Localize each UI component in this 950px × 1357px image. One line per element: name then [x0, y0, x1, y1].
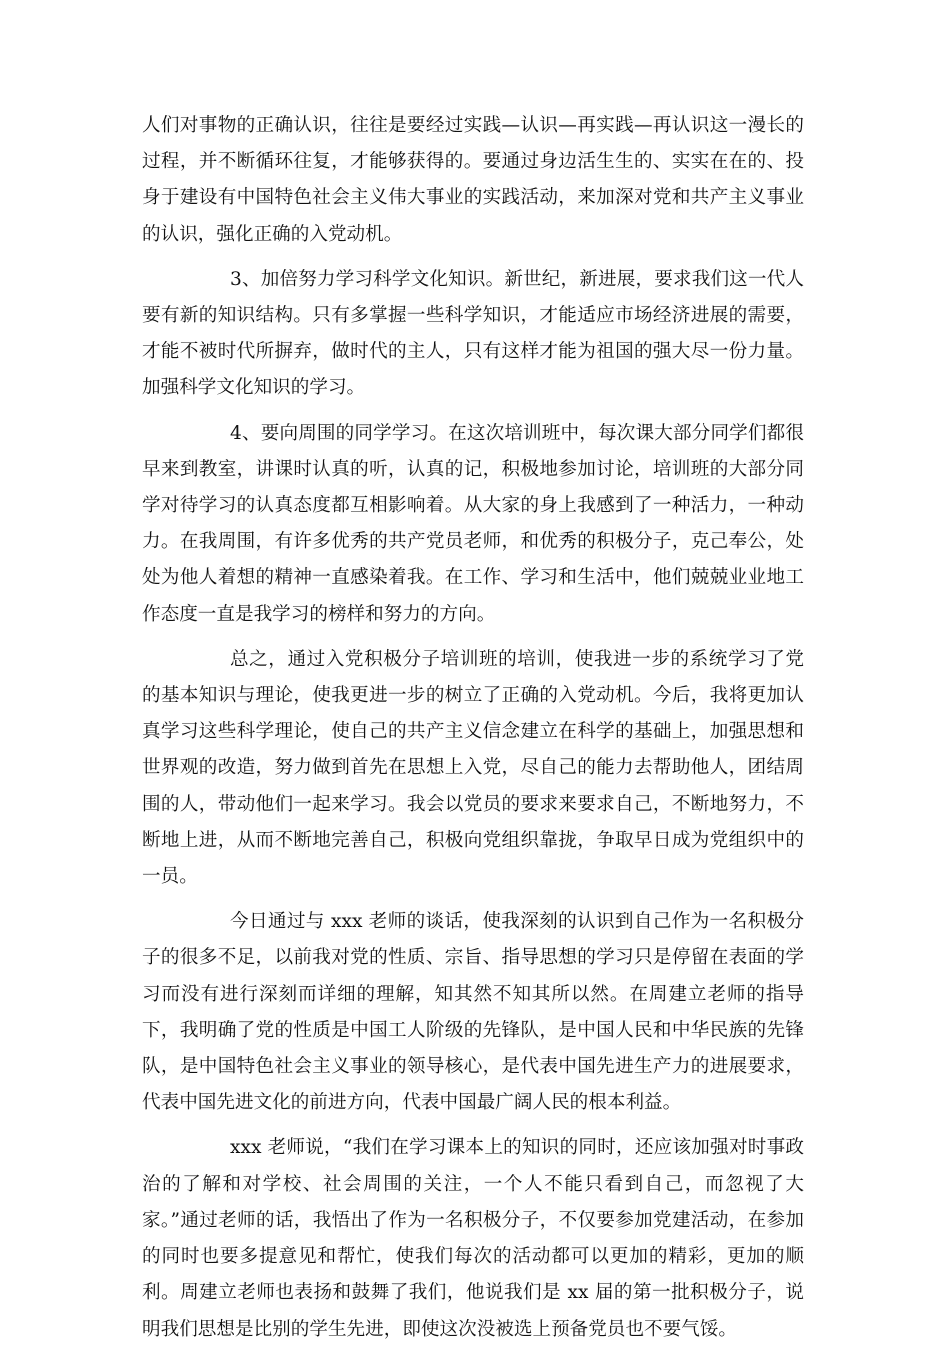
paragraph-4: 总之，通过入党积极分子培训班的培训，使我进一步的系统学习了党的基本知识与理论，使我更进一步的树立了正确的入党动机。今后，我将更加认真学习这些科学理论，使自己的共产主义信念建立在科学的基础上，加强思想和世界观的改造，努力做到首先在思想上入党，尽自己的能力去帮助他人，团结周围的人，带动他们一起来学习。我会以党员的要求来要求自己，不断地努力，不断地上进，从而不断地完善自己，积极向党组织靠拢，争取早日成为党组织中的一员。	[142, 648, 804, 888]
paragraph-1: 人们对事物的正确认识，往往是要经过实践—认识—再实践—再认识这一漫长的过程，并不断循环往复，才能够获得的。要通过身边活生生的、实实在在的、投身于建设有中国特色社会主义伟大事业的实践活动，来加深对党和共产主义事业的认识，强化正确的入党动机。	[142, 115, 804, 245]
paragraph-5: 今日通过与 xxx 老师的谈话，使我深刻的认识到自己作为一名积极分子的很多不足，以前我对党的性质、宗旨、指导思想的学习只是停留在表面的学习而没有进行深刻而详细的理解，知其然不知其所以然。在周建立老师的指导下，我明确了党的性质是中国工人阶级的先锋队，是中国人民和中华民族的先锋队，是中国特色社会主义事业的领导核心，是代表中国先进生产力的进展要求，代表中国先进文化的前进方向，代表中国最广阔人民的根本利益。	[142, 911, 804, 1114]
paragraph-6: xxx 老师说，“我们在学习课本上的知识的同时，还应该加强对时事政治的了解和对学校、社会周围的关注，一个人不能只看到自己，而忽视了大家。”通过老师的话，我悟出了作为一名积极分子，不仅要参加党建活动，在参加的同时也要多提意见和帮忙，使我们每次的活动都可以更加的精彩，更加的顺利。周建立老师也表扬和鼓舞了我们，他说我们是 xx 届的第一批积极分子，说明我们思想是比别的学生先进，即使这次没被选上预备党员也不要气馁。	[142, 1137, 804, 1340]
paragraph-2: 3、加倍努力学习科学文化知识。新世纪，新进展，要求我们这一代人要有新的知识结构。只有多掌握一些科学知识，才能适应市场经济进展的需要，才能不被时代所摒弃，做时代的主人，只有这样才能为祖国的强大尽一份力量。加强科学文化知识的学习。	[142, 268, 804, 399]
paragraph-3: 4、要向周围的同学学习。在这次培训班中，每次课大部分同学们都很早来到教室，讲课时认真的听，认真的记，积极地参加讨论，培训班的大部分同学对待学习的认真态度都互相影响着。从大家的身上我感到了一种活力，一种动力。在我周围，有许多优秀的共产党员老师，和优秀的积极分子，克己奉公，处处为他人着想的精神一直感染着我。在工作、学习和生活中，他们兢兢业业地工作态度一直是我学习的榜样和努力的方向。	[142, 422, 804, 625]
document-body	[142, 108, 804, 1357]
